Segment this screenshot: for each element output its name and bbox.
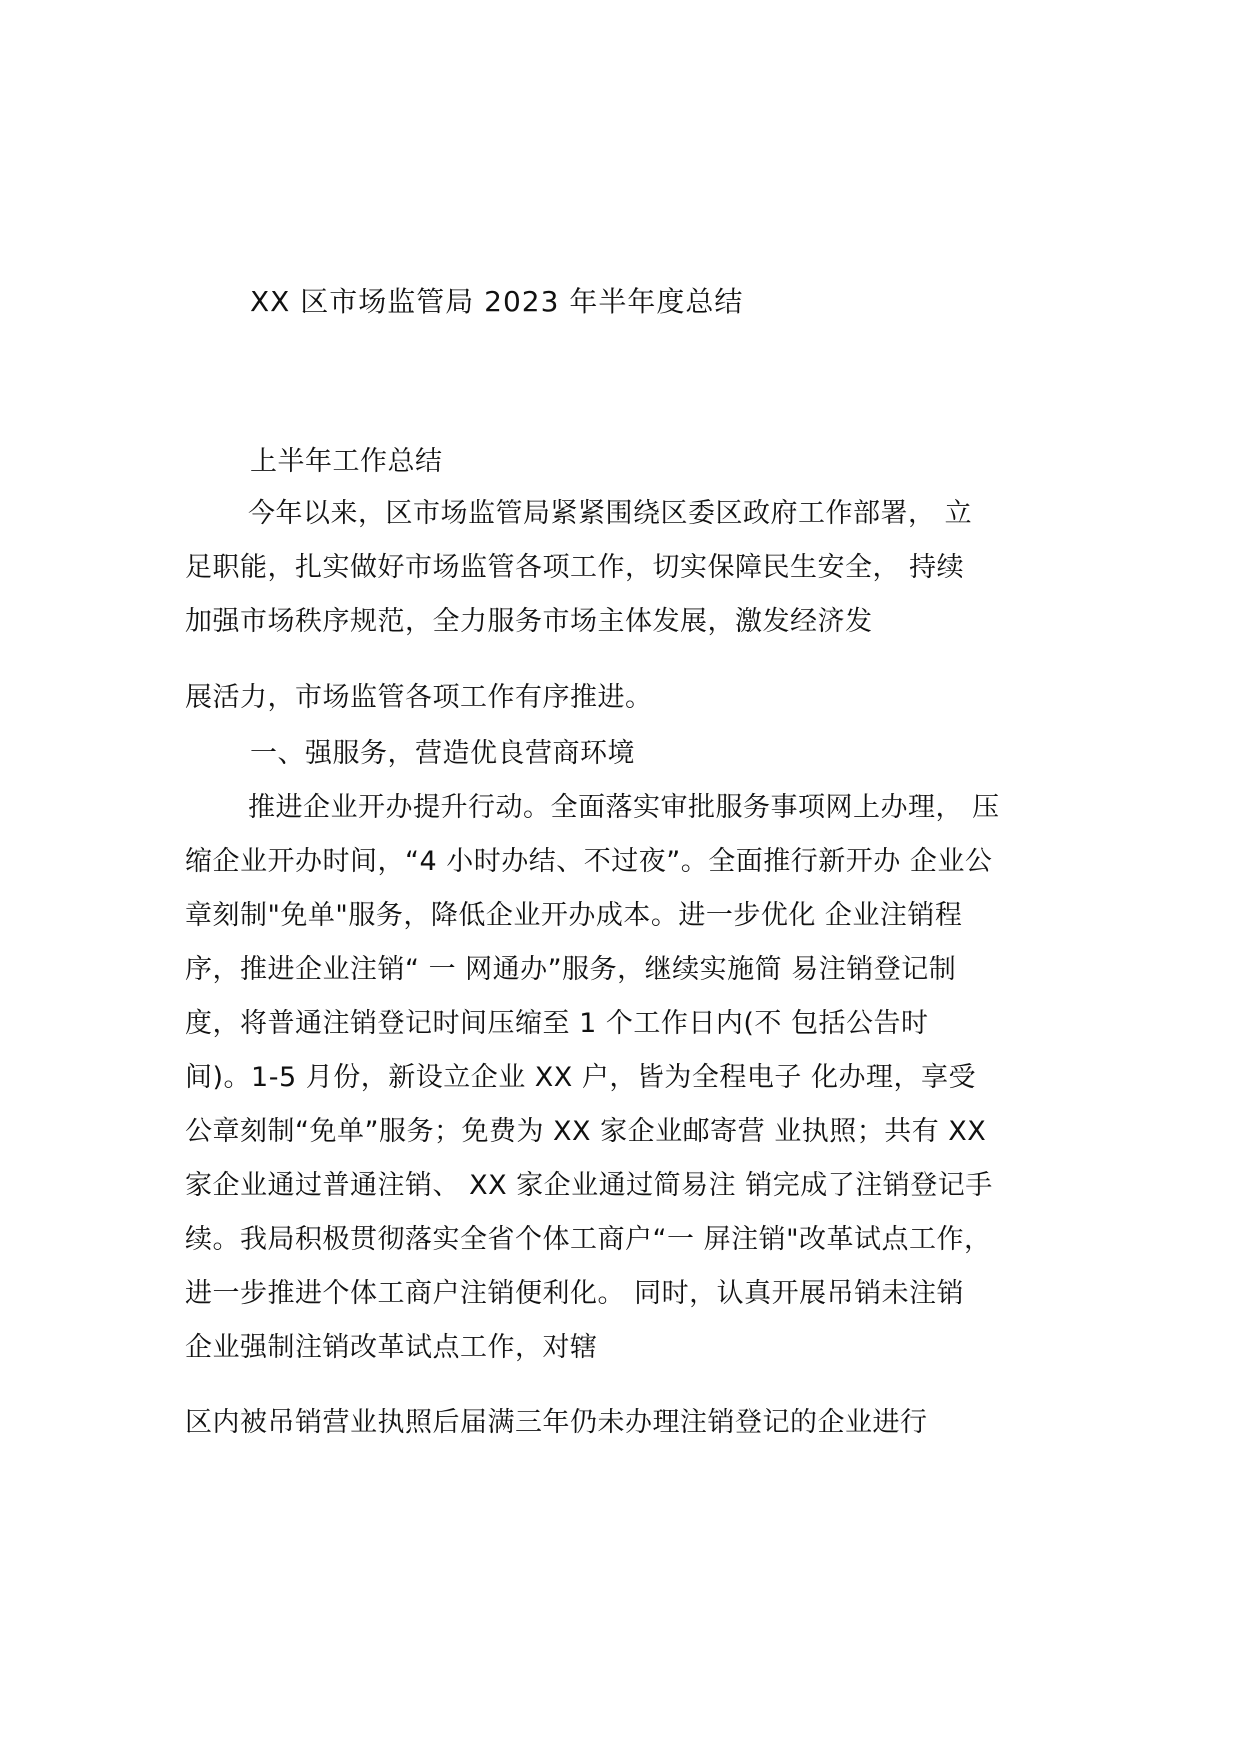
intro-line: 加强市场秩序规范，全力服务市场主体发展，激发经济发 [185, 606, 873, 637]
section-heading: 上半年工作总结 [250, 446, 443, 477]
intro-line: 展活力，市场监管各项工作有序推进。 [185, 682, 653, 713]
body-line: 推进企业开办提升行动。全面落实审批服务事项网上办理， 压 [248, 792, 1000, 823]
body-line: 序，推进企业注销“ 一 网通办”服务，继续实施简 易注销登记制 [185, 954, 957, 985]
body-line: 间)。1-5 月份，新设立企业 XX 户，皆为全程电子 化办理，享受 [185, 1062, 976, 1093]
body-line: 续。我局积极贯彻落实全省个体工商户“一 屏注销"改革试点工作， [185, 1224, 992, 1255]
body-line: 章刻制"免单"服务，降低企业开办成本。进一步优化 企业注销程 [185, 900, 963, 931]
body-line: 公章刻制“免单”服务；免费为 XX 家企业邮寄营 业执照；共有 XX [185, 1116, 987, 1147]
body-line: 进一步推进个体工商户注销便利化。 同时，认真开展吊销未注销 [185, 1278, 965, 1309]
intro-line: 足职能，扎实做好市场监管各项工作，切实保障民生安全， 持续 [185, 552, 965, 583]
body-line: 家企业通过普通注销、 XX 家企业通过简易注 销完成了注销登记手 [185, 1170, 993, 1201]
subheading: 一、强服务，营造优良营商环境 [250, 738, 635, 769]
document-title: XX 区市场监管局 2023 年半年度总结 [250, 285, 744, 318]
body-line: 度，将普通注销登记时间压缩至 1 个工作日内(不 包括公告时 [185, 1008, 929, 1039]
intro-line: 今年以来，区市场监管局紧紧围绕区委区政府工作部署， 立 [248, 498, 973, 529]
body-line: 企业强制注销改革试点工作，对辖 [185, 1332, 598, 1363]
body-line: 缩企业开办时间，“4 小时办结、不过夜”。全面推行新开办 企业公 [185, 846, 993, 877]
body-line: 区内被吊销营业执照后届满三年仍未办理注销登记的企业进行 [185, 1407, 928, 1438]
